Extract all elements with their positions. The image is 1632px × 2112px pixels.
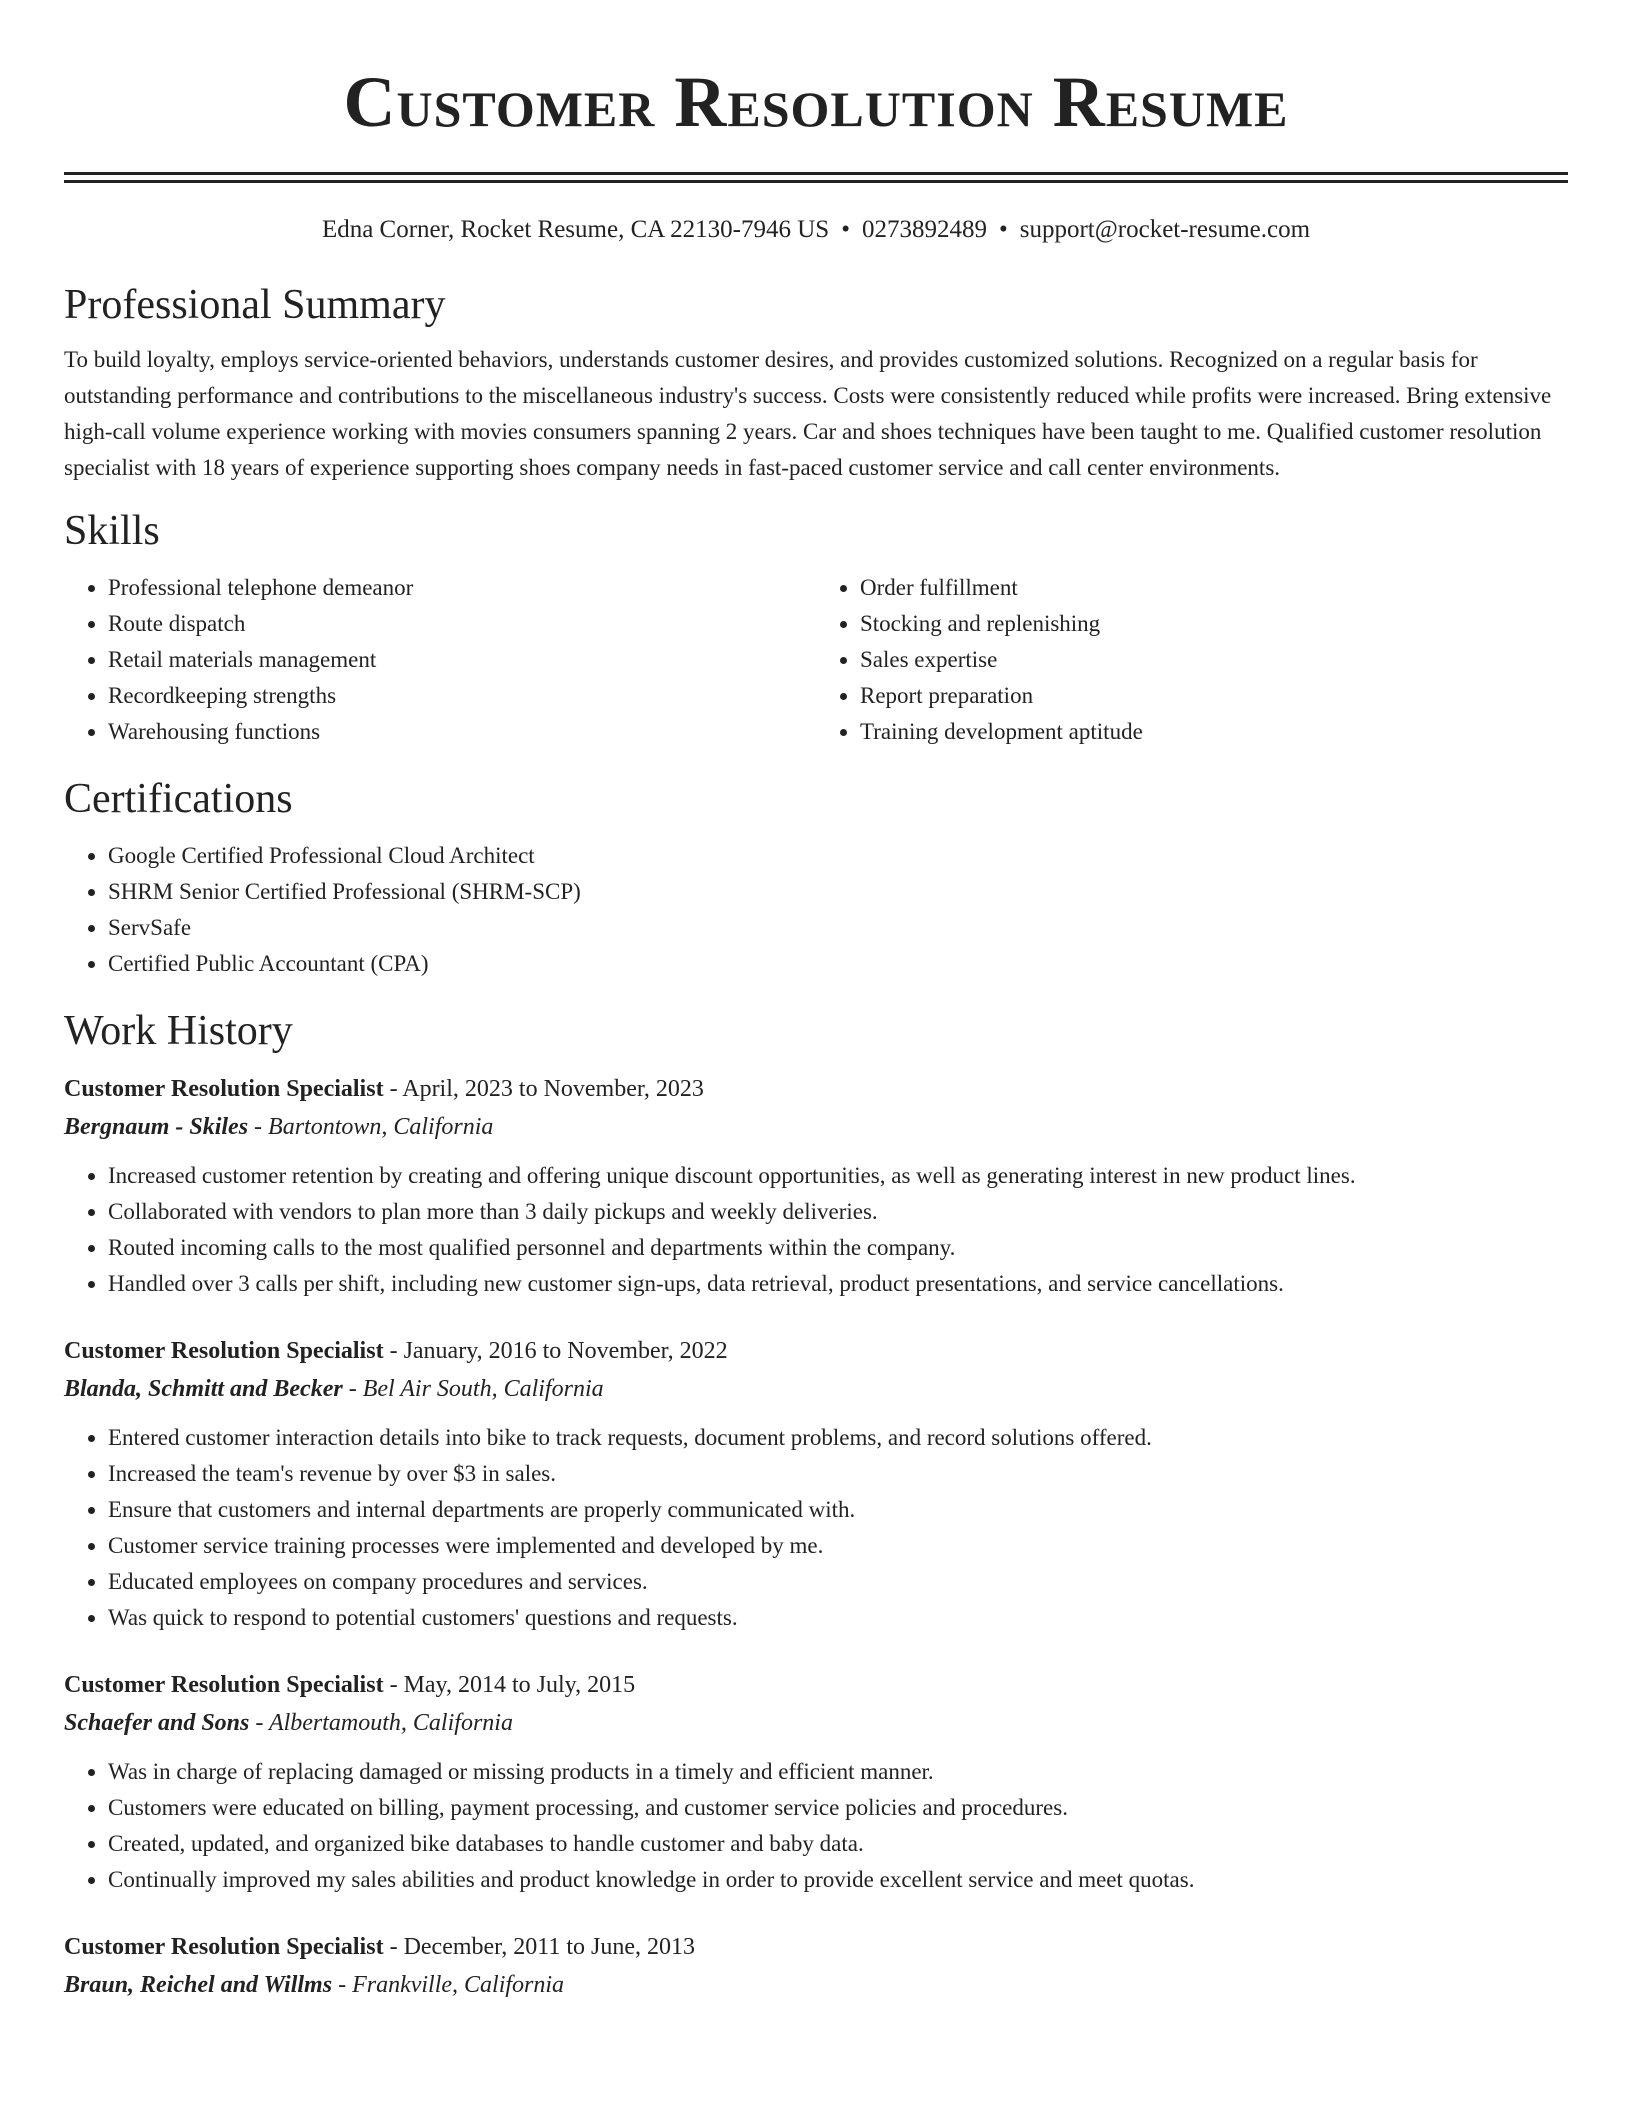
job-entry — [64, 1666, 1568, 1898]
skills-heading: Skills — [64, 508, 160, 554]
job-company: Bergnaum - Skiles — [64, 1114, 249, 1140]
contact-separator: • — [841, 216, 850, 243]
skills-list-right — [816, 570, 1568, 750]
job-company-line: Schaefer and Sons - Albertamouth, California — [64, 1710, 513, 1736]
job-company-line: Braun, Reichel and Willms - Frankville, California — [64, 1972, 565, 1998]
job-bullet: • Was quick to respond to potential customers' questions and requests. — [108, 1600, 1568, 1636]
job-bullet: • Handled over 3 calls per shift, including new customer sign-ups, data retrieval, product presentations, and service cancellations. — [108, 1266, 1568, 1302]
job-company: Schaefer and Sons — [64, 1710, 250, 1736]
job-bullet: • Routed incoming calls to the most qualified personnel and departments within the company. — [108, 1230, 1568, 1266]
job-entry — [64, 1332, 1568, 1636]
job-bullet: • Collaborated with vendors to plan more than 3 daily pickups and weekly deliveries. — [108, 1194, 1568, 1230]
skill-item: • Retail materials management — [108, 642, 816, 678]
job-bullet: • Continually improved my sales abilities and product knowledge in order to provide excellent service and meet quotas. — [108, 1862, 1568, 1898]
job-location: Albertamouth, California — [268, 1710, 513, 1736]
skill-item: • Warehousing functions — [108, 714, 816, 750]
job-bullet: • Entered customer interaction details into bike to track requests, document problems, and record solutions offered. — [108, 1420, 1568, 1456]
job-title: Customer Resolution Specialist — [64, 1076, 384, 1102]
certification-item: • Google Certified Professional Cloud Architect — [108, 838, 1568, 874]
job-dates: April, 2023 to November, 2023 — [402, 1076, 704, 1102]
skills-columns — [64, 570, 1568, 750]
job-bullets — [64, 1754, 1568, 1898]
job-bullet: • Was in charge of replacing damaged or missing products in a timely and efficient manner. — [108, 1754, 1568, 1790]
job-bullet: • Customers were educated on billing, payment processing, and customer service policies and procedures. — [108, 1790, 1568, 1826]
skill-item: • Order fulfillment — [860, 570, 1568, 606]
job-title-line: Customer Resolution Specialist - January, 2016 to November, 2022 — [64, 1338, 728, 1364]
job-dates: December, 2011 to June, 2013 — [403, 1934, 695, 1960]
job-bullet: • Increased the team's revenue by over $3 in sales. — [108, 1456, 1568, 1492]
skill-item: • Sales expertise — [860, 642, 1568, 678]
job-title-line: Customer Resolution Specialist - December, 2011 to June, 2013 — [64, 1934, 695, 1960]
job-company: Blanda, Schmitt and Becker — [64, 1376, 343, 1402]
certification-item: • SHRM Senior Certified Professional (SHRM-SCP) — [108, 874, 1568, 910]
job-dates: January, 2016 to November, 2022 — [403, 1338, 728, 1364]
skill-item: • Professional telephone demeanor — [108, 570, 816, 606]
job-title-line: Customer Resolution Specialist - May, 2014 to July, 2015 — [64, 1672, 636, 1698]
job-bullets — [64, 1420, 1568, 1636]
job-bullet: • Increased customer retention by creating and offering unique discount opportunities, as well as generating interest in new product lines. — [108, 1158, 1568, 1194]
job-bullet: • Customer service training processes were implemented and developed by me. — [108, 1528, 1568, 1564]
job-bullets — [64, 1158, 1568, 1302]
page-title: Customer Resolution Resume — [343, 62, 1289, 142]
contact-phone: 0273892489 — [861, 216, 987, 243]
skill-item: • Recordkeeping strengths — [108, 678, 816, 714]
job-company-line: Bergnaum - Skiles - Bartontown, California — [64, 1114, 494, 1140]
skill-item: • Stocking and replenishing — [860, 606, 1568, 642]
job-entry — [64, 1070, 1568, 1302]
summary-heading: Professional Summary — [64, 282, 446, 328]
job-company: Braun, Reichel and Willms — [64, 1972, 333, 1998]
skill-item: • Route dispatch — [108, 606, 816, 642]
job-title-line: Customer Resolution Specialist - April, 2023 to November, 2023 — [64, 1076, 704, 1102]
work-history-heading: Work History — [64, 1008, 293, 1054]
job-title: Customer Resolution Specialist — [64, 1934, 384, 1960]
job-location: Bartontown, California — [268, 1114, 494, 1140]
skill-item: • Training development aptitude — [860, 714, 1568, 750]
job-dates: May, 2014 to July, 2015 — [403, 1672, 636, 1698]
job-location: Bel Air South, California — [362, 1376, 604, 1402]
job-entry — [64, 1928, 1568, 2004]
job-title: Customer Resolution Specialist — [64, 1672, 384, 1698]
job-bullet: • Created, updated, and organized bike databases to handle customer and baby data. — [108, 1826, 1568, 1862]
skills-list-left — [64, 570, 816, 750]
job-title: Customer Resolution Specialist — [64, 1338, 384, 1364]
job-bullet: • Ensure that customers and internal departments are properly communicated with. — [108, 1492, 1568, 1528]
contact-address: Edna Corner, Rocket Resume, CA 22130-7946 US — [321, 216, 830, 243]
contact-line — [64, 214, 1568, 246]
certification-item: • Certified Public Accountant (CPA) — [108, 946, 1568, 982]
skill-item: • Report preparation — [860, 678, 1568, 714]
contact-separator: • — [998, 216, 1008, 243]
job-location: Frankville, California — [352, 1972, 565, 1998]
certifications-list — [64, 838, 1568, 982]
summary-text: To build loyalty, employs service-oriented behaviors, understands customer desires, and provides customized solutions. Recognized on a regular basis for outstanding performance and contributions to the miscellaneous industry's success. Costs were consistently reduced while profits were increased. Bring extensive high-call volume experience working with movies consumers spanning 2 years. Car and shoes techniques have been taught to me. Qualified customer resolution specialist with 18 years of experience supporting shoes company needs in fast-paced customer service and call center environments. — [64, 347, 1552, 480]
contact-email[interactable]: support@rocket-resume.com — [1019, 216, 1311, 243]
certification-item: • ServSafe — [108, 910, 1568, 946]
job-company-line: Blanda, Schmitt and Becker - Bel Air South, California — [64, 1376, 604, 1402]
certifications-heading: Certifications — [64, 776, 293, 822]
title-divider — [64, 172, 1568, 183]
job-bullet: • Educated employees on company procedures and services. — [108, 1564, 1568, 1600]
